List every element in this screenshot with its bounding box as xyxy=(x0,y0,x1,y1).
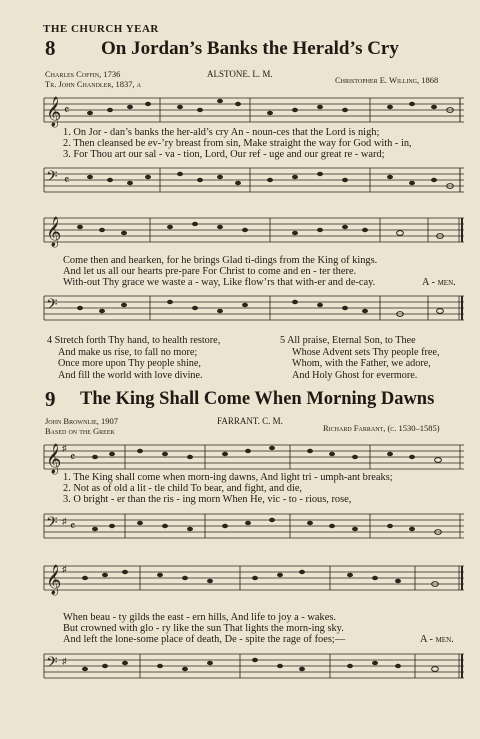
verse-line: But crowned with glo - ry like the sun That lights the morn-ing sky. xyxy=(63,623,344,634)
svg-text:♯: ♯ xyxy=(62,516,67,526)
treble-staff xyxy=(40,214,466,248)
bass-staff xyxy=(40,292,466,326)
svg-text:♯: ♯ xyxy=(62,656,67,666)
svg-text:𝄴: 𝄴 xyxy=(64,173,70,187)
stanza-line: 4 Stretch forth Thy hand, to health restore, xyxy=(47,335,221,346)
verse-line: 1. The King shall come when morn-ing dawns, And light tri - umph-ant breaks; xyxy=(63,472,393,483)
source-credit: Based on the Greek xyxy=(45,426,115,436)
bass-staff xyxy=(40,650,466,684)
verse-line: 1. On Jor - dan’s banks the her-ald’s cry An - noun-ces that the Lord is nigh; xyxy=(63,127,380,138)
hymn-title: The King Shall Come When Morning Dawns xyxy=(80,389,435,409)
verse-line: And let us all our hearts pre-pare For Christ to come and en - ter there. xyxy=(63,266,357,277)
verse-line: With-out Thy grace we waste a - way, Like flow’rs that with-er and de-cay. xyxy=(63,277,376,288)
svg-text:𝄴: 𝄴 xyxy=(64,103,70,117)
author-credit: Charles Coffin, 1736 xyxy=(45,69,121,79)
verse-line: 2. Not as of old a lit - tle child To bear, and fight, and die, xyxy=(63,483,303,494)
bass-staff xyxy=(40,510,466,544)
treble-clef-icon: 𝄞 xyxy=(46,217,62,246)
stanza-line: 5 All praise, Eternal Son, to Thee xyxy=(280,335,416,346)
stanza-line: And Holy Ghost for evermore. xyxy=(292,370,418,381)
bass-staff xyxy=(40,164,466,198)
translator-credit: Tr. John Chandler, 1837, a xyxy=(45,79,142,89)
verse-line: When beau - ty gilds the east - ern hills, And life to joy a - wakes. xyxy=(63,612,336,623)
tune-name: FARRANT. C. M. xyxy=(217,416,283,426)
hymn-number: 8 xyxy=(45,36,56,60)
svg-text:♯: ♯ xyxy=(62,564,67,574)
stanza-line: And fill the world with love divine. xyxy=(58,370,203,381)
verse-line: Come then and hearken, for he brings Glad ti-dings from the King of kings. xyxy=(63,255,378,266)
amen-label: A - men. xyxy=(420,634,454,645)
composer-credit: Christopher E. Willing, 1868 xyxy=(335,75,439,85)
bass-clef-icon: 𝄢 xyxy=(46,296,58,316)
verse-line: 3. For Thou art our sal - va - tion, Lord, Our ref - uge and our great re - ward; xyxy=(63,149,385,160)
composer-credit: Richard Farrant, (c. 1530–1585) xyxy=(323,423,440,433)
amen-label: A - men. xyxy=(422,277,456,288)
bass-clef-icon: 𝄢 xyxy=(46,654,58,674)
verse-line: 3. O bright - er than the ris - ing morn When He, vic - to - rious, rose, xyxy=(63,494,352,505)
author-credit: John Brownlie, 1907 xyxy=(45,416,119,426)
bass-clef-icon: 𝄢 xyxy=(46,168,58,188)
stanza-line: And make us rise, to fall no more; xyxy=(58,347,198,358)
verse-line: And left the lone-some place of death, De - spite the rage of foes;— xyxy=(63,634,346,645)
treble-clef-icon: 𝄞 xyxy=(46,565,62,594)
verse-line: 2. Then cleansed be ev-’ry breast from sin, Make straight the way for God with - in, xyxy=(63,138,412,149)
treble-clef-icon: 𝄞 xyxy=(46,444,62,473)
treble-clef-icon: 𝄞 xyxy=(46,97,62,126)
treble-staff xyxy=(40,562,466,596)
stanza-line: Once more upon Thy people shine, xyxy=(58,358,201,369)
stanza-line: Whose Advent sets Thy people free, xyxy=(292,347,440,358)
tune-name: ALSTONE. L. M. xyxy=(207,69,273,79)
stanza-line: Whom, with the Father, we adore, xyxy=(292,358,431,369)
treble-staff xyxy=(40,441,466,475)
bass-clef-icon: 𝄢 xyxy=(46,514,58,534)
svg-text:𝄴: 𝄴 xyxy=(70,450,76,464)
hymn-title: On Jordan’s Banks the Herald’s Cry xyxy=(101,38,399,59)
page-header: THE CHURCH YEAR xyxy=(43,23,159,35)
hymn-number: 9 xyxy=(45,387,56,411)
svg-text:♯: ♯ xyxy=(62,443,67,453)
svg-text:𝄴: 𝄴 xyxy=(70,519,76,533)
